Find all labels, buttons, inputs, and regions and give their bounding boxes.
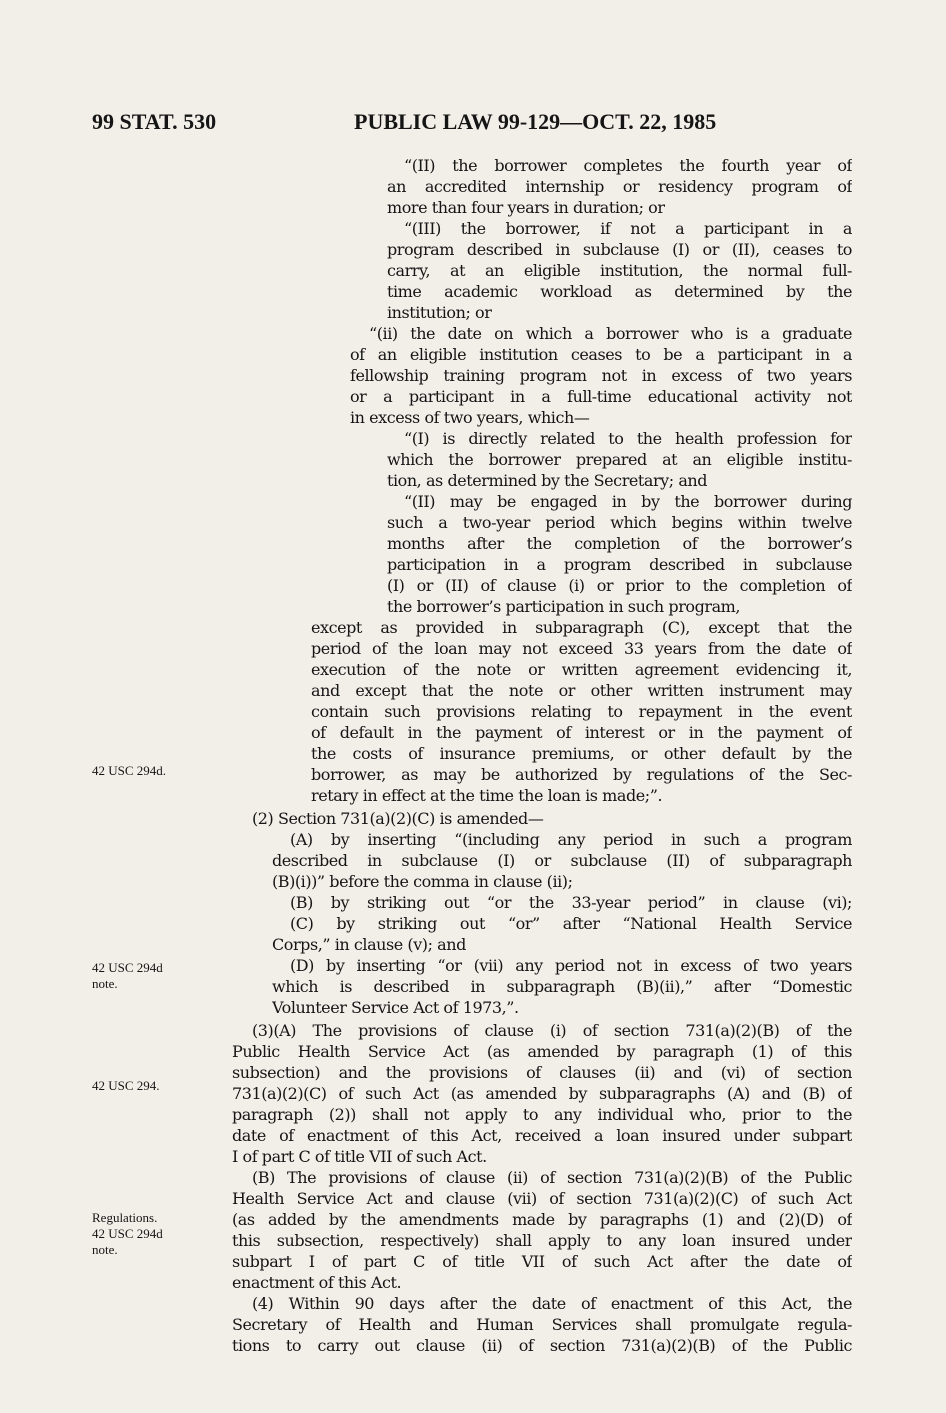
text-line: an accredited internship or residency program of [387,177,852,196]
text-line: (2) Section 731(a)(2)(C) is amended— [252,809,544,828]
text-line: “(III) the borrower, if not a participant in a [404,219,852,238]
text-line: paragraph (2)) shall not apply to any individual who, prior to the [232,1105,852,1124]
text-line: Public Health Service Act (as amended by paragraph (1) of this [232,1042,852,1061]
margin-note: Regulations. [92,1210,158,1225]
text-line: or a participant in a full-time educational activity not [350,387,852,406]
page-header [92,103,852,143]
text-line: tion, as determined by the Secretary; and [387,471,708,490]
text-line: borrower, as may be authorized by regulations of the Sec- [311,765,852,784]
text-line: and except that the note or other written instrument may [311,681,852,700]
text-line: “(II) may be engaged in by the borrower during [404,492,852,511]
text-line: Volunteer Service Act of 1973,”. [272,998,519,1017]
text-line: period of the loan may not exceed 33 years from the date of [311,639,852,658]
stat-page-number: 99 STAT. 530 [92,109,217,134]
margin-note: 42 USC 294d [92,1226,163,1241]
text-line: date of enactment of this Act, received a loan insured under subpart [232,1126,852,1145]
text-line: which is described in subparagraph (B)(ii),” after “Domestic [272,977,852,996]
margin-note: note. [92,1242,118,1257]
text-line: “(ii) the date on which a borrower who is a graduate [369,324,852,343]
margin-note: 42 USC 294d. [92,763,167,778]
text-line: this subsection, respectively) shall apply to any loan insured under [232,1231,852,1250]
text-line: (B) The provisions of clause (ii) of section 731(a)(2)(B) of the Public [252,1168,852,1187]
text-line: 731(a)(2)(C) of such Act (as amended by subparagraphs (A) and (B) of [232,1084,852,1103]
text-line: tions to carry out clause (ii) of section 731(a)(2)(B) of the Public [232,1336,852,1355]
text-line: Secretary of Health and Human Services shall promulgate regula- [232,1315,852,1334]
text-line: in excess of two years, which— [350,408,590,427]
text-line: of default in the payment of interest or in the payment of [311,723,852,742]
text-line: “(I) is directly related to the health profession for [404,429,852,448]
text-line: participation in a program described in subclause [387,555,852,574]
text-line: more than four years in duration; or [387,198,665,217]
text-line: “(II) the borrower completes the fourth year of [404,156,852,175]
text-line: subsection) and the provisions of clauses (ii) and (vi) of section [232,1063,852,1082]
text-line: which the borrower prepared at an eligible institu- [387,450,852,469]
text-line: (as added by the amendments made by paragraphs (1) and (2)(D) of [232,1210,852,1229]
public-law-title: PUBLIC LAW 99-129—OCT. 22, 1985 [354,109,717,134]
text-line: subpart I of part C of title VII of such Act after the date of [232,1252,852,1271]
text-line: such a two-year period which begins within twelve [387,513,852,532]
text-line: time academic workload as determined by the [387,282,852,301]
text-line: (C) by striking out “or” after “National Health Service [290,914,852,933]
text-line: (B) by striking out “or the 33-year period” in clause (vi); [290,893,852,912]
text-line: (D) by inserting “or (vii) any period not in excess of two years [290,956,852,975]
text-line: I of part C of title VII of such Act. [232,1147,487,1166]
text-line: (B)(i))” before the comma in clause (ii); [272,872,573,891]
text-line: fellowship training program not in excess of two years [350,366,852,385]
text-line: except as provided in subparagraph (C), except that the [311,618,852,637]
text-line: contain such provisions relating to repayment in the event [311,702,852,721]
text-line: Corps,” in clause (v); and [272,935,466,954]
margin-note: note. [92,976,118,991]
text-line: institution; or [387,303,492,322]
margin-note: 42 USC 294d [92,960,163,975]
text-line: the costs of insurance premiums, or other default by the [311,744,852,763]
text-line: retary in effect at the time the loan is made;”. [311,786,663,805]
text-line: Health Service Act and clause (vii) of section 731(a)(2)(C) of such Act [232,1189,852,1208]
text-line: the borrower’s participation in such program, [387,597,741,616]
margin-note: 42 USC 294. [92,1078,160,1093]
text-line: described in subclause (I) or subclause (II) of subparagraph [272,851,852,870]
text-line: program described in subclause (I) or (II), ceases to [387,240,852,259]
text-line: carry, at an eligible institution, the normal full- [387,261,852,280]
text-line: enactment of this Act. [232,1273,402,1292]
text-line: execution of the note or written agreement evidencing it, [311,660,852,679]
text-line: (I) or (II) of clause (i) or prior to the completion of [387,576,852,595]
text-line: months after the completion of the borrower’s [387,534,852,553]
text-line: (4) Within 90 days after the date of enactment of this Act, the [252,1294,852,1313]
text-line: of an eligible institution ceases to be a participant in a [350,345,852,364]
text-line: (3)(A) The provisions of clause (i) of section 731(a)(2)(B) of the [252,1021,852,1040]
text-line: (A) by inserting “(including any period in such a program [290,830,852,849]
